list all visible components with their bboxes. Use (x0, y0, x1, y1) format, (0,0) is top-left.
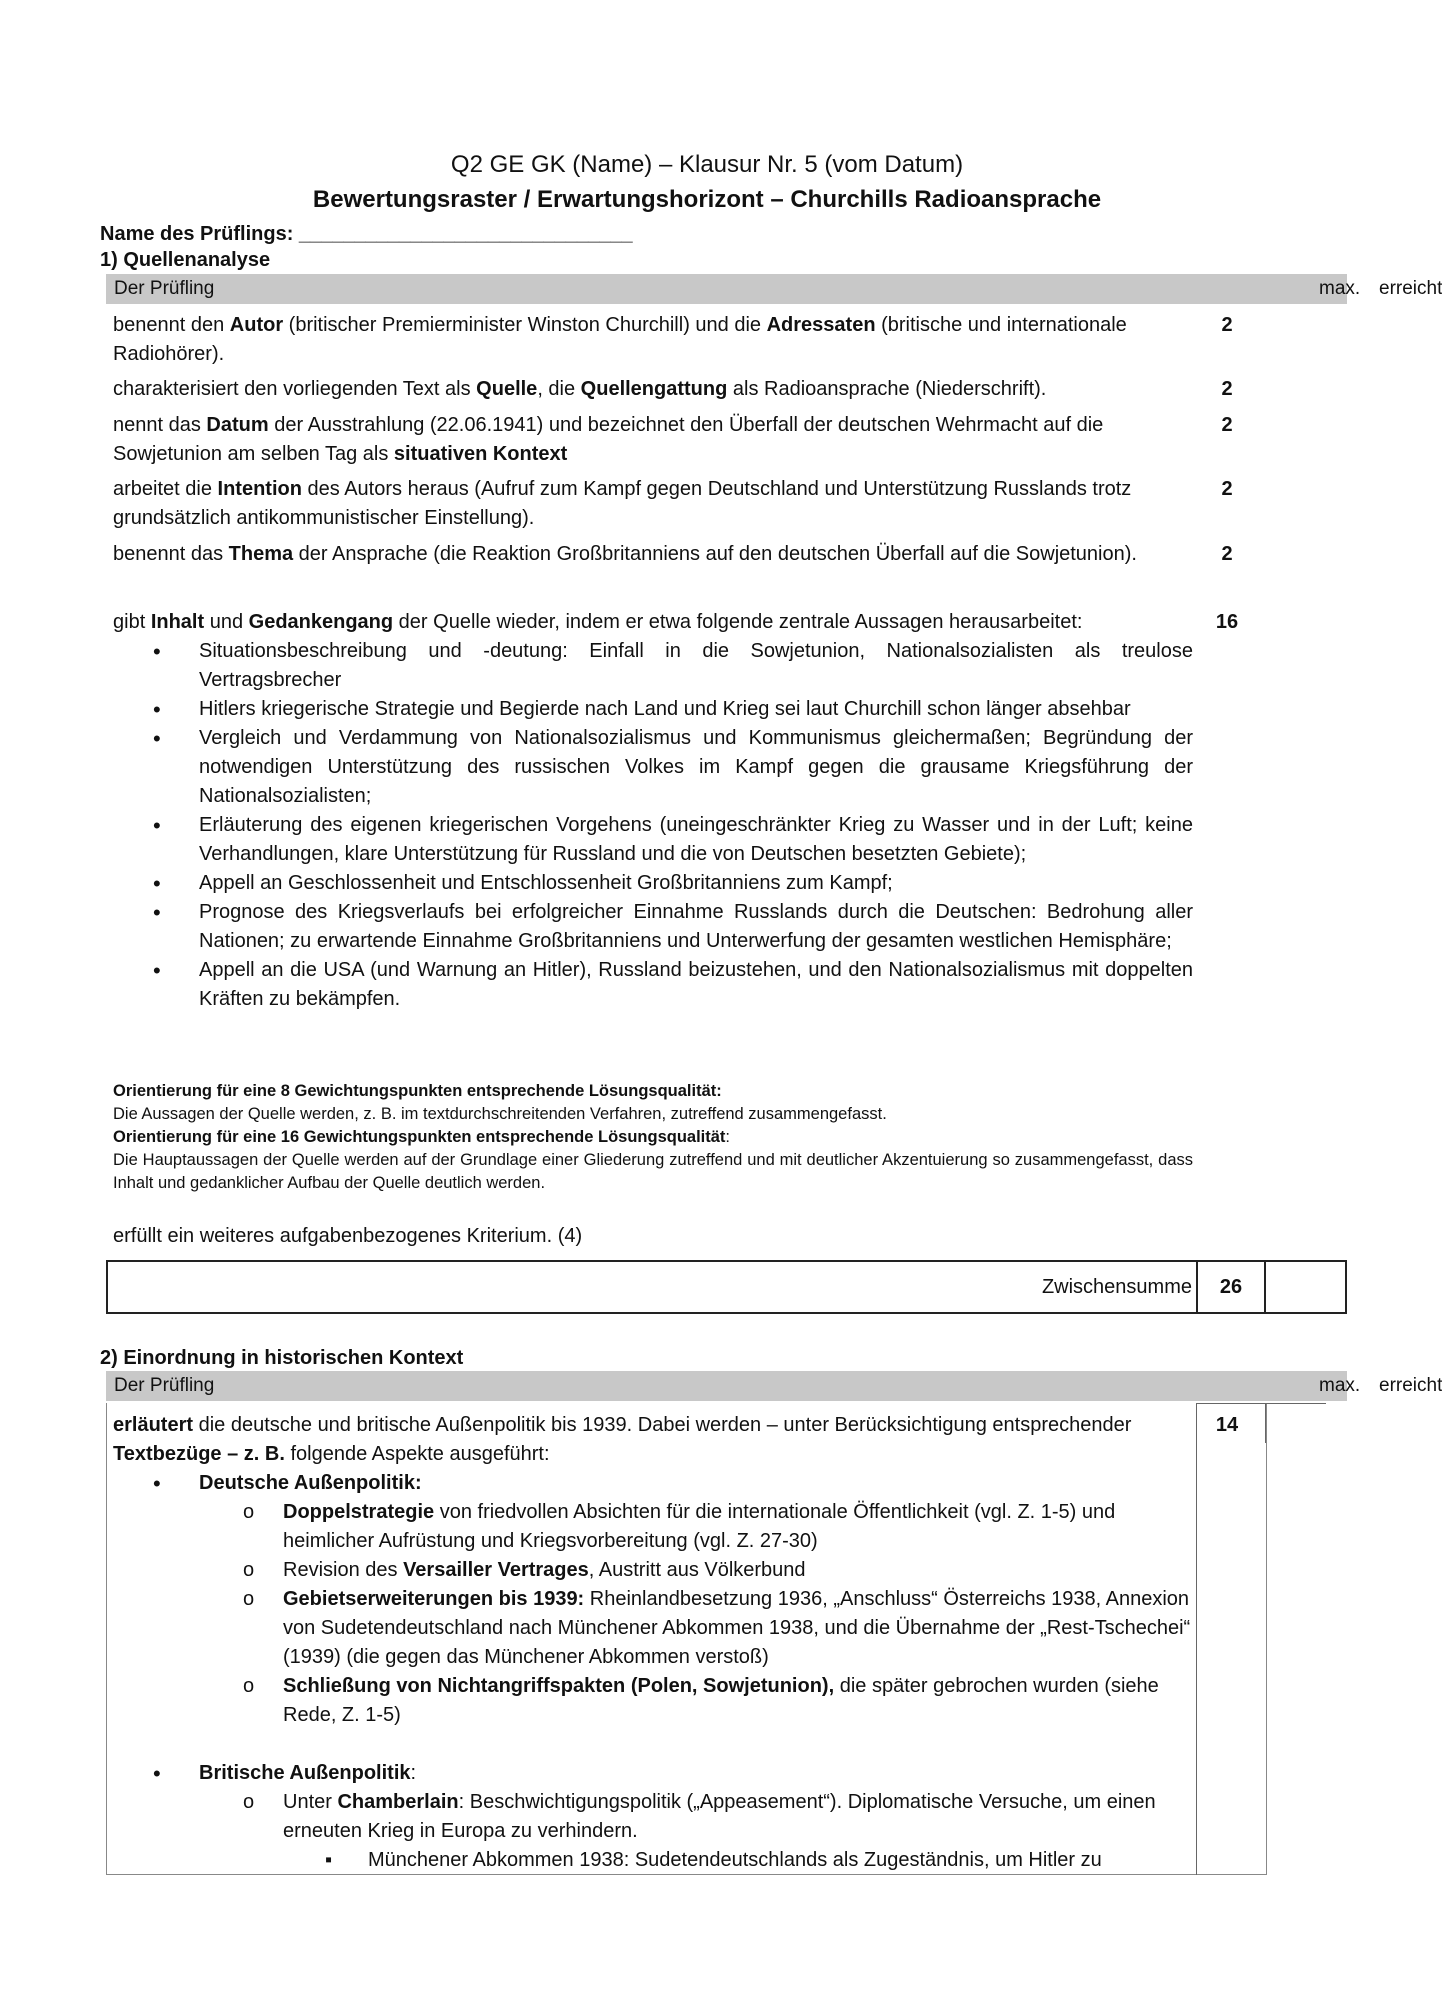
points-autor: 2 (1221, 314, 1233, 336)
section-1-heading: 1) Quellenanalyse (100, 249, 271, 271)
subtotal-value: 26 (1196, 1262, 1266, 1312)
list-item: • Appell an die USA (und Warnung an Hitler), Russland beizustehen, und den Nationalsozialismus mit doppelten Kräften zu bekämpfen. (113, 956, 1193, 1014)
col-erreicht: erreicht (1379, 278, 1442, 299)
criterion-quelle: charakterisiert den vorliegenden Text als Quelle, die Quellengattung als Radioansprache (Niederschrift). (113, 378, 1047, 400)
list-item: ▪ Münchener Abkommen 1938: Sudetendeutschlands als Zugeständnis, um Hitler zu (113, 1846, 1193, 1875)
points-thema: 2 (1221, 543, 1233, 565)
col-erreicht: erreicht (1379, 1375, 1442, 1396)
list-item: • Situationsbeschreibung und -deutung: Einfall in die Sowjetunion, Nationalsozialisten als treulose Vertragsbrecher (113, 637, 1193, 695)
list-item: o Gebietserweiterungen bis 1939: Rheinlandbesetzung 1936, „Anschluss“ Österreichs 1938, Annexion von Sudetendeutschland nach Münchener Abkommen 1938, und die Übernahme der „Rest-Tschechei“ (1939) (die gegen das Münchener Abkommen verstoß) (113, 1585, 1193, 1672)
points-quelle: 2 (1221, 378, 1233, 400)
exam-subtitle: Bewertungsraster / Erwartungshorizont – Churchills Radioansprache (312, 186, 1102, 213)
orientation-8-text: Die Aussagen der Quelle werden, z. B. im textdurchschreitenden Verfahren, zutreffend zusammengefasst. (113, 1105, 887, 1123)
criterion-thema: benennt das Thema der Ansprache (die Reaktion Großbritanniens auf den deutschen Überfall auf die Sowjetunion). (113, 543, 1137, 565)
orientation-8-heading: Orientierung für eine 8 Gewichtungspunkten entsprechende Lösungsqualität: (113, 1082, 722, 1100)
exam-title: Q2 GE GK (Name) – Klausur Nr. 5 (vom Datum) (450, 151, 964, 178)
col-max: max. (1319, 278, 1361, 299)
list-item: • Erläuterung des eigenen kriegerischen Vorgehens (uneingeschränkter Krieg zu Wasser und in der Luft; keine Verhandlungen, klare Unterstützung für Russland und die von Deutschen besetzten Gebiete); (113, 811, 1193, 869)
criterion-autor: benennt den Autor (britischer Premierminister Winston Churchill) und die Adressaten (britische und internationale Radiohörer). (113, 314, 1127, 365)
list-item: o Doppelstrategie von friedvollen Absichten für die internationale Öffentlichkeit (vgl. Z. 1-5) und heimlicher Aufrüstung und Kriegsvorbereitung (vgl. Z. 27-30) (113, 1498, 1193, 1556)
list-item: o Schließung von Nichtangriffspakten (Polen, Sowjetunion), die später gebrochen wurden (siehe Rede, Z. 1-5) (113, 1672, 1193, 1730)
content-bullet-list (113, 637, 1193, 1014)
subtotal-label: Zwischensumme (1041, 1276, 1192, 1298)
list-item: • Appell an Geschlossenheit und Entschlossenheit Großbritanniens zum Kampf; (113, 869, 1193, 898)
list-item: o Revision des Versailler Vertrages, Austritt aus Völkerbund (113, 1556, 1193, 1585)
points-inhalt: 16 (1215, 611, 1239, 633)
points-kontext: 14 (1215, 1414, 1239, 1436)
table-rule (1196, 1403, 1326, 1404)
section-2-table-header (106, 1371, 1442, 1401)
column-divider (1265, 1403, 1266, 1443)
list-item: • Prognose des Kriegsverlaufs bei erfolgreicher Einnahme Russlands durch die Deutschen: Bedrohung aller Nationen; zu erwartende Einnahme Großbritanniens und Unterwerfung der gesamten westlichen Hemisphäre; (113, 898, 1193, 956)
criterion-extra: erfüllt ein weiteres aufgabenbezogenes Kriterium. (4) (113, 1225, 583, 1247)
points-datum: 2 (1221, 414, 1233, 436)
list-item: • Hitlers kriegerische Strategie und Begierde nach Land und Krieg sei laut Churchill schon länger absehbar (113, 695, 1193, 724)
orientation-16-heading: Orientierung für eine 16 Gewichtungspunkten entsprechende Lösungsqualität: (113, 1128, 731, 1146)
column-divider (1196, 1403, 1197, 1875)
orientation-notes (113, 1080, 1193, 1195)
criterion-datum: nennt das Datum der Ausstrahlung (22.06.1941) und bezeichnet den Überfall der deutschen Wehrmacht auf die Sowjetunion am selben Tag als situativen Kontext (113, 414, 1104, 465)
section-2-heading: 2) Einordnung in historischen Kontext (100, 1347, 464, 1369)
list-item: • Britische Außenpolitik: (113, 1759, 1193, 1788)
col-max: max. (1319, 1375, 1361, 1396)
list-item: • Deutsche Außenpolitik: (113, 1469, 1193, 1498)
subtotal-row (106, 1260, 1347, 1314)
points-intention: 2 (1221, 478, 1233, 500)
criterion-aussenpolitik: erläutert die deutsche und britische Außenpolitik bis 1939. Dabei werden – unter Berücksichtigung entsprechender Textbezüge – z. B. folgende Aspekte ausgeführt: • Deutsche Außenpolitik: o Doppelstrategie von friedvollen Absichten für die internationale Öffentlichkeit (vgl. Z. 1-5) und heimlicher Aufrüstung und Kriegsvorbereitung (vgl. Z. 27-30) o Revision des Versailler Vertrages, Austritt aus Völkerbund o Gebietserweiterungen bis 1939: Rheinlandbesetzung 1936, „Anschluss“ Österreichs 1938, Annexion von Sudetendeutschland nach Münchener Abkommen 1938, und die Übernahme der „Rest-Tschechei“ (1939) (die gegen das Münchener Abkommen verstoß) o Schließung von Nichtangriffspakten (Polen, Sowjetunion), die später gebrochen wurden (siehe Rede, Z. 1-5) • Britische Außenpolitik: o Unter Chamberlain: Beschwichtigungspolitik („Appeasement“). Diplomatische Versuche, um einen erneuten Krieg in Europa zu verhindern. ▪ Münchener Abkommen 1938: Sudetendeutschlands als Zugeständnis, um Hitler zu (113, 1411, 1193, 1875)
col-pruefling: Der Prüfling (114, 1375, 215, 1396)
col-pruefling: Der Prüfling (114, 278, 215, 299)
criterion-intention: arbeitet die Intention des Autors heraus (Aufruf zum Kampf gegen Deutschland und Unterstützung Russlands trotz grundsätzlich antikommunistischer Einstellung). (113, 478, 1132, 529)
list-item: o Unter Chamberlain: Beschwichtigungspolitik („Appeasement“). Diplomatische Versuche, um einen erneuten Krieg in Europa zu verhindern. (113, 1788, 1193, 1846)
criterion-inhalt: gibt Inhalt und Gedankengang der Quelle wieder, indem er etwa folgende zentrale Aussagen herausarbeitet: • Situationsbeschreibung und -deutung: Einfall in die Sowjetunion, Nationalsozialisten als treulose Vertragsbrecher • Hitlers kriegerische Strategie und Begierde nach Land und Krieg sei laut Churchill schon länger absehbar • Vergleich und Verdammung von Nationalsozialismus und Kommunismus gleichermaßen; Begründung der notwendigen Unterstützung des russischen Volkes im Kampf gegen die grausame Kriegsführung der Nationalsozialisten; • Erläuterung des eigenen kriegerischen Vorgehens (uneingeschränkter Krieg zu Wasser und in der Luft; keine Verhandlungen, klare Unterstützung für Russland und die von Deutschen besetzten Gebiete); • Appell an Geschlossenheit und Entschlossenheit Großbritanniens zum Kampf; • Prognose des Kriegsverlaufs bei erfolgreicher Einnahme Russlands durch die Deutschen: Bedrohung aller Nationen; zu erwartende Einnahme Großbritanniens und Unterwerfung der gesamten westlichen Hemisphäre; • Appell an die USA (und Warnung an Hitler), Russland beizustehen, und den Nationalsozialismus mit doppelten Kräften zu bekämpfen. (113, 608, 1193, 1014)
section-1-table-header (106, 274, 1442, 304)
orientation-16-text: Die Hauptaussagen der Quelle werden auf der Grundlage einer Gliederung zutreffend und mit deutlicher Akzentuierung so zusammengefasst, dass Inhalt und gedanklicher Aufbau der Quelle deutlich werden. (113, 1151, 1193, 1192)
list-item: • Vergleich und Verdammung von Nationalsozialismus und Kommunismus gleichermaßen; Begründung der notwendigen Unterstützung des russischen Volkes im Kampf gegen die grausame Kriegsführung der Nationalsozialisten; (113, 724, 1193, 811)
student-name-line: Name des Prüflings: ______________________________ (100, 223, 633, 245)
